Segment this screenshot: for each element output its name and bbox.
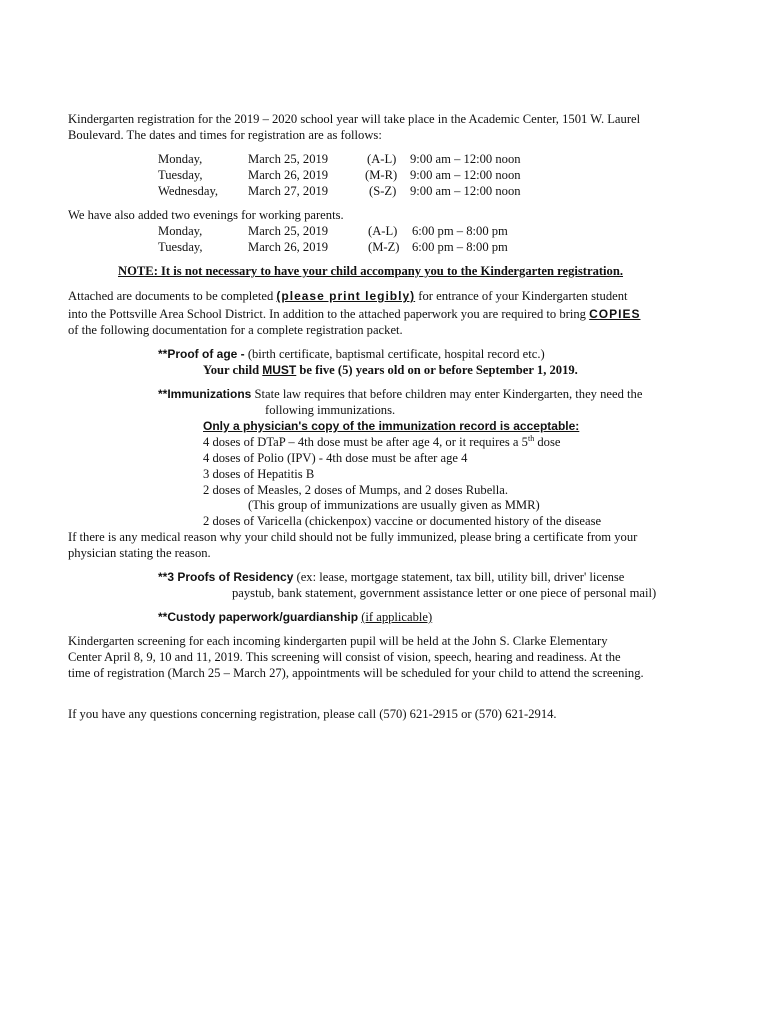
proof-of-age: [158, 346, 545, 362]
dtap-text: dose: [534, 435, 561, 449]
custody-label: **Custody paperwork/guardianship: [158, 610, 359, 624]
immunizations-text: State law requires that before children may enter Kindergarten, they need the: [251, 387, 643, 401]
custody-applicable: (if applicable): [361, 610, 433, 624]
schedule-day: Tuesday,: [158, 168, 203, 182]
schedule-group: (A-L): [367, 152, 397, 166]
dtap-requirement: [203, 434, 560, 450]
age-requirement: [203, 362, 578, 378]
age-requirement-text: Your child: [203, 363, 263, 377]
schedule-date: March 27, 2019: [248, 184, 329, 198]
print-legibly-note: (please print legibly): [276, 289, 416, 303]
schedule-date: March 26, 2019: [248, 240, 329, 254]
schedule-group: (M-R): [365, 168, 398, 182]
schedule-group: (S-Z): [369, 184, 397, 198]
screening-line-2: Center April 8, 9, 10 and 11, 2019. This screening will consist of vision, speech, hearing and readiness. At the: [68, 650, 621, 664]
questions-contact: If you have any questions concerning registration, please call (570) 621-2915 or (570) 621-2914.: [68, 707, 557, 721]
schedule-day: Wednesday,: [158, 184, 219, 198]
schedule-group: (A-L): [368, 224, 398, 238]
dtap-superscript: th: [527, 433, 535, 443]
screening-line-1: Kindergarten screening for each incoming kindergarten pupil will be held at the John S. Clarke Elementary: [68, 634, 608, 648]
schedule-time: 9:00 am – 12:00 noon: [410, 184, 521, 198]
intro-line-2: Boulevard. The dates and times for registration are as follows:: [68, 128, 382, 142]
proof-of-age-text: (birth certificate, baptismal certificate, hospital record etc.): [244, 347, 545, 361]
schedule-time: 6:00 pm – 8:00 pm: [412, 240, 508, 254]
schedule-day: Monday,: [158, 152, 203, 166]
attached-text: into the Pottsville Area School District. In addition to the attached paperwork you are required to bring: [68, 307, 590, 321]
residency-text: (ex: lease, mortgage statement, tax bill, utility bill, driver' license: [293, 570, 625, 584]
schedule-date: March 26, 2019: [248, 168, 329, 182]
schedule-day: Monday,: [158, 224, 203, 238]
medical-line-2: physician stating the reason.: [68, 546, 211, 560]
schedule-date: March 25, 2019: [248, 224, 329, 238]
evening-intro: We have also added two evenings for working parents.: [68, 208, 344, 222]
medical-line-1: If there is any medical reason why your child should not be fully immunized, please bring a certificate from your: [68, 530, 638, 544]
intro-line-1: Kindergarten registration for the 2019 – 2020 school year will take place in the Academic Center, 1501 W. Laurel: [68, 112, 641, 126]
varicella-requirement: 2 doses of Varicella (chickenpox) vaccine or documented history of the disease: [203, 514, 602, 528]
physician-copy-note: Only a physician's copy of the immunization record is acceptable:: [203, 419, 580, 433]
copies-emphasis: COPIES: [589, 307, 641, 321]
proofs-of-residency: [158, 569, 624, 585]
immunizations: [158, 386, 642, 402]
attached-line-2: [68, 306, 640, 322]
schedule-date: March 25, 2019: [248, 152, 329, 166]
residency-label: **3 Proofs of Residency: [158, 570, 294, 584]
attached-text: for entrance of your Kindergarten student: [415, 289, 628, 303]
schedule-time: 9:00 am – 12:00 noon: [410, 152, 521, 166]
attached-line-3: of the following documentation for a complete registration packet.: [68, 323, 403, 337]
screening-line-3: time of registration (March 25 – March 27), appointments will be scheduled for your child to attend the screening.: [68, 666, 644, 680]
mmr-note: (This group of immunizations are usually given as MMR): [248, 498, 540, 512]
polio-requirement: 4 doses of Polio (IPV) - 4th dose must be after age 4: [203, 451, 468, 465]
hepatitis-requirement: 3 doses of Hepatitis B: [203, 467, 315, 481]
schedule-time: 9:00 am – 12:00 noon: [410, 168, 521, 182]
schedule-group: (M-Z): [368, 240, 400, 254]
attached-text: Attached are documents to be completed: [68, 289, 277, 303]
must-emphasis: MUST: [262, 363, 297, 377]
immunizations-text-2: following immunizations.: [265, 403, 396, 417]
attached-line-1: [68, 288, 628, 304]
registration-note: NOTE: It is not necessary to have your child accompany you to the Kindergarten registration.: [118, 264, 624, 278]
residency-text-2: paystub, bank statement, government assistance letter or one piece of personal mail): [232, 586, 657, 600]
custody-paperwork: [158, 609, 432, 625]
age-requirement-text: be five (5) years old on or before September 1, 2019.: [296, 363, 578, 377]
dtap-text: 4 doses of DTaP – 4th dose must be after age 4, or it requires a 5: [203, 435, 528, 449]
schedule-day: Tuesday,: [158, 240, 203, 254]
immunizations-label: **Immunizations: [158, 387, 252, 401]
proof-of-age-label: **Proof of age -: [158, 347, 245, 361]
mmr-requirement: 2 doses of Measles, 2 doses of Mumps, and 2 doses Rubella.: [203, 483, 509, 497]
schedule-time: 6:00 pm – 8:00 pm: [412, 224, 508, 238]
